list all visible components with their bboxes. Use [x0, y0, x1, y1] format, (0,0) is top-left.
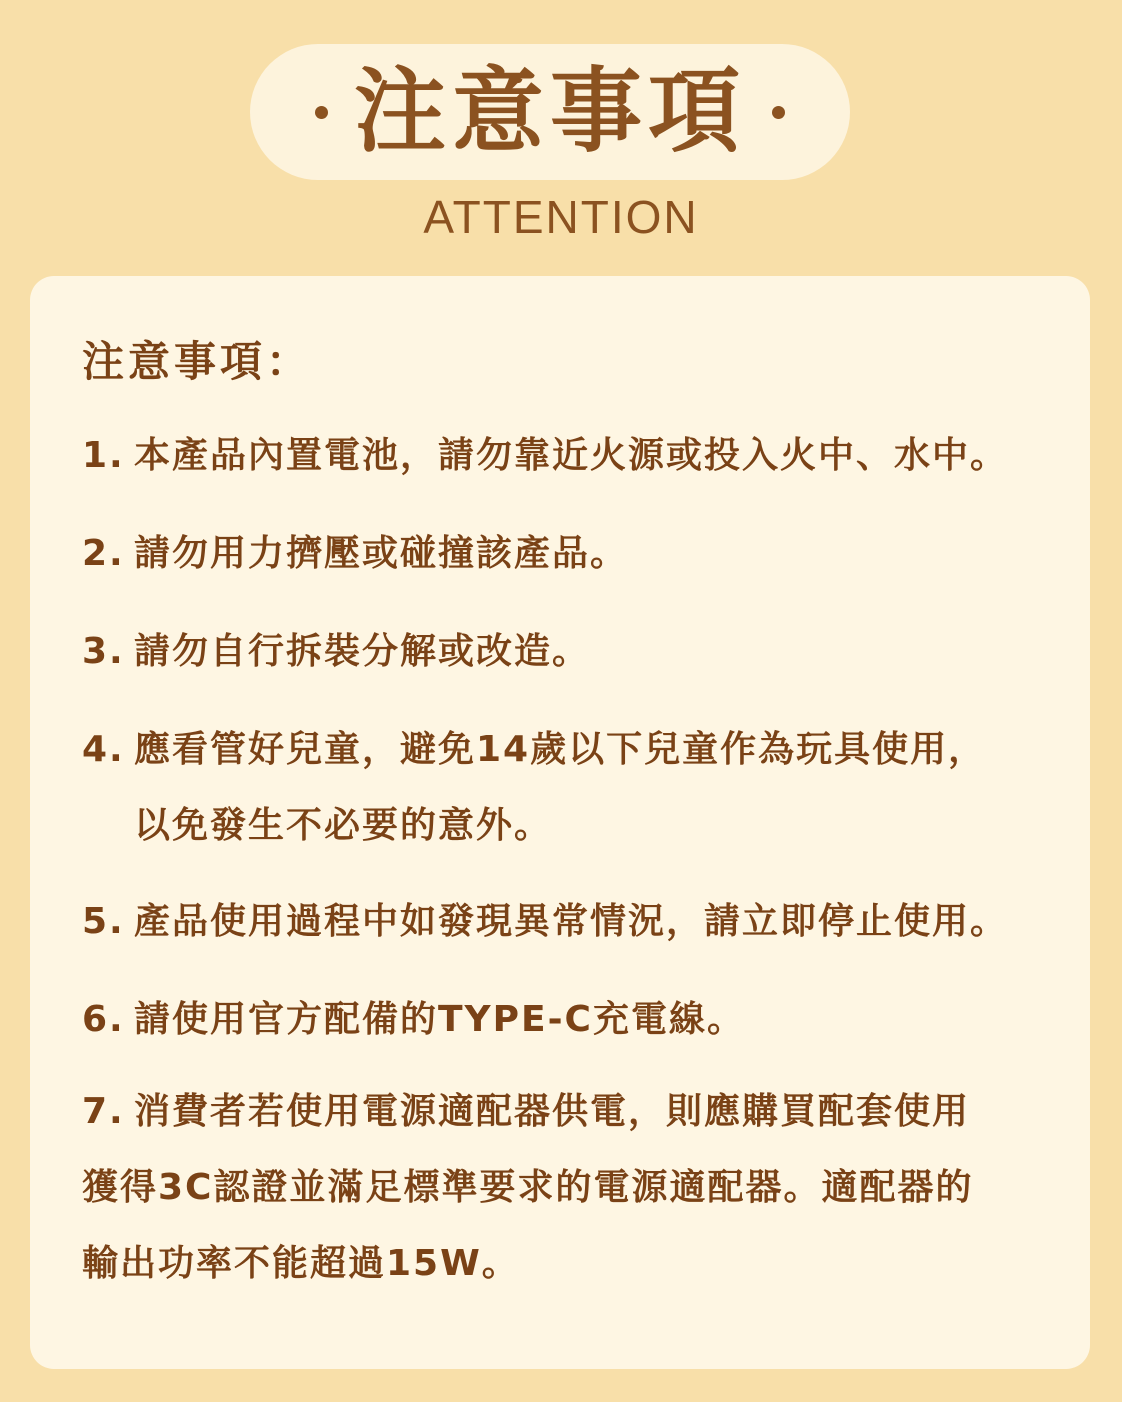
title-banner — [250, 44, 850, 180]
item-number: 7. — [82, 1091, 125, 1132]
item-text: 請勿自行拆裝分解或改造。 — [134, 631, 591, 672]
item-text: 應看管好兒童，避免14歲以下兒童作為玩具使用， — [134, 729, 987, 770]
item-number: 5. — [82, 901, 125, 942]
notice-item-2 — [82, 516, 1062, 592]
item-number: 1. — [82, 435, 125, 476]
item-number: 4. — [82, 729, 125, 770]
item-text-continued: 以免發生不必要的意外。 — [134, 805, 553, 846]
notice-item-7 — [82, 1074, 1062, 1302]
item-text: 請勿用力擠壓或碰撞該產品。 — [134, 533, 629, 574]
notice-item-6 — [82, 982, 1062, 1058]
notice-card — [30, 276, 1090, 1369]
item-text: 產品使用過程中如發現異常情況，請立即停止使用。 — [134, 901, 1009, 942]
notice-item-3 — [82, 614, 1062, 690]
item-text-continued: 輸出功率不能超過15W。 — [82, 1243, 520, 1284]
item-number: 6. — [82, 999, 125, 1040]
right-dot-icon — [772, 106, 785, 119]
item-text: 消費者若使用電源適配器供電，則應購買配套使用 — [134, 1091, 971, 1132]
item-text: 請使用官方配備的TYPE-C充電線。 — [134, 999, 745, 1040]
page-subtitle: ATTENTION — [423, 191, 699, 243]
card-heading: 注意事項： — [82, 337, 313, 386]
notice-item-5 — [82, 884, 1062, 960]
item-number: 2. — [82, 533, 125, 574]
page-title: 注意事項 — [353, 58, 746, 165]
item-number: 3. — [82, 631, 125, 672]
notice-item-1 — [82, 418, 1062, 494]
item-text: 本產品內置電池，請勿靠近火源或投入火中、水中。 — [134, 435, 1009, 476]
left-dot-icon — [315, 106, 328, 119]
item-text-continued: 獲得3C認證並滿足標準要求的電源適配器。適配器的 — [82, 1167, 974, 1208]
notice-item-4 — [82, 712, 1062, 864]
